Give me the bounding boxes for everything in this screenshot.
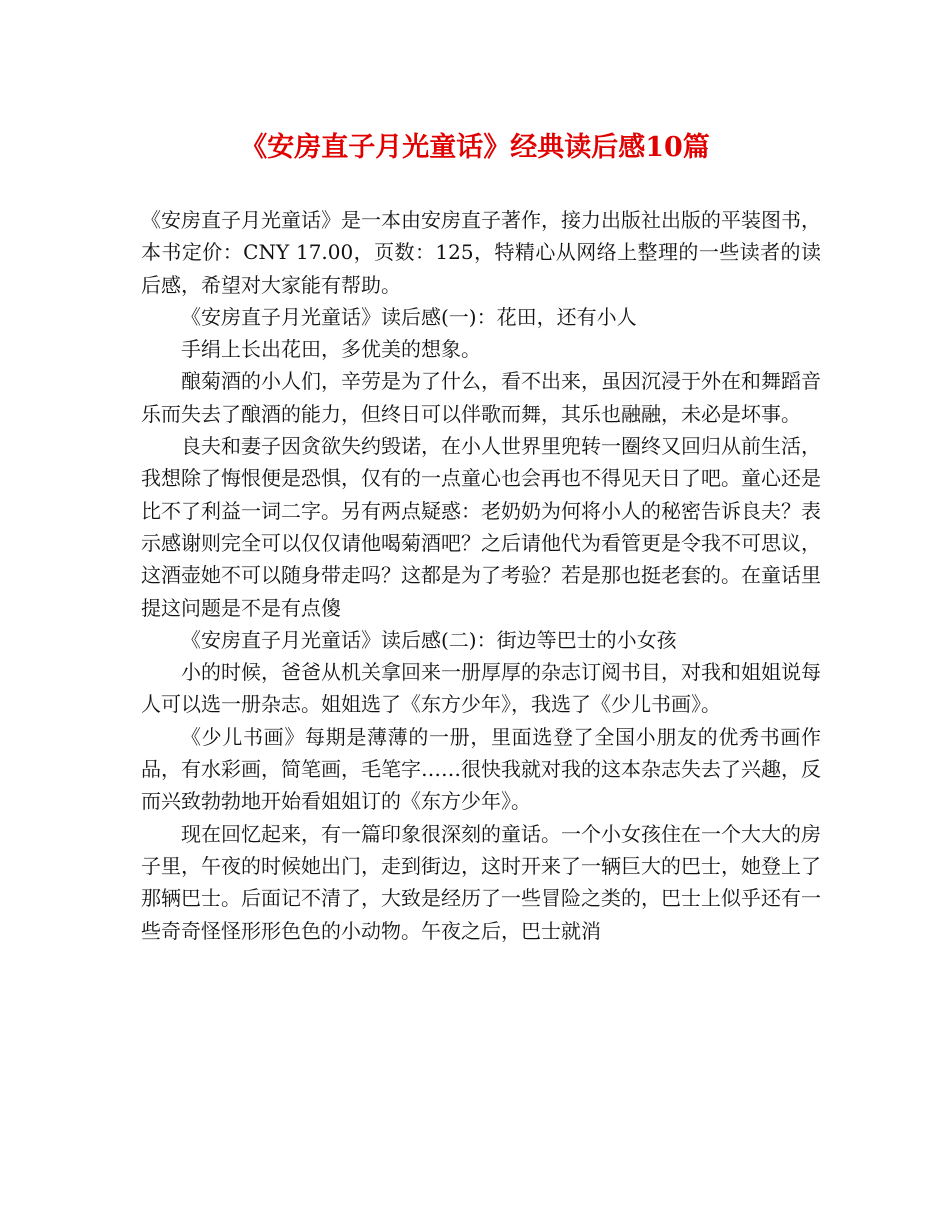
paragraph: 小的时候，爸爸从机关拿回来一册厚厚的杂志订阅书目，对我和姐姐说每人可以选一册杂志。姐姐选了《东方少年》，我选了《少儿书画》。 (141, 660, 821, 717)
section-heading-2: 《安房直子月光童话》读后感(二)：街边等巴士的小女孩 (181, 627, 677, 652)
paragraph: 《少儿书画》每期是薄薄的一册，里面选登了全国小朋友的优秀书画作品，有水彩画，简笔画，毛笔字……很快我就对我的这本杂志失去了兴趣，反而兴致勃勃地开始看姐姐订的《东方少年》。 (141, 724, 821, 814)
paragraph: 良夫和妻子因贪欲失约毁诺，在小人世界里兜转一圈终又回归从前生活，我想除了悔恨便是恐惧，仅有的一点童心也会再也不得见天日了吧。童心还是比不了利益一词二字。另有两点疑惑：老奶奶为何将小人的秘密告诉良夫？表示感谢则完全可以仅仅请他喝菊酒吧？之后请他代为看管更是令我不可思议，这酒壶她不可以随身带走吗？这都是为了考验？若是那也挺老套的。在童话里提这问题是不是有点傻 (141, 434, 821, 620)
paragraph: 手绢上长出花田，多优美的想象。 (181, 337, 481, 362)
paragraph: 酿菊酒的小人们，辛劳是为了什么，看不出来，虽因沉浸于外在和舞蹈音乐而失去了酿酒的能力，但终日可以伴歌而舞，其乐也融融，未必是坏事。 (141, 369, 821, 426)
section-heading-1: 《安房直子月光童话》读后感(一)：花田，还有小人 (181, 304, 637, 329)
paragraph-intro: 《安房直子月光童话》是一本由安房直子著作，接力出版社出版的平装图书，本书定价：CNY 17.00，页数：125，特精心从网络上整理的一些读者的读后感，希望对大家能有帮助。 (141, 208, 821, 297)
document-title: 《安房直子月光童话》经典读后感10篇 (240, 132, 710, 163)
document-body (141, 204, 821, 947)
paragraph: 现在回忆起来，有一篇印象很深刻的童话。一个小女孩住在一个大大的房子里，午夜的时候她出门，走到街边，这时开来了一辆巨大的巴士，她登上了那辆巴士。后面记不清了，大致是经历了一些冒险之类的，巴士上似乎还有一些奇奇怪怪形形色色的小动物。午夜之后，巴士就消 (141, 821, 821, 943)
